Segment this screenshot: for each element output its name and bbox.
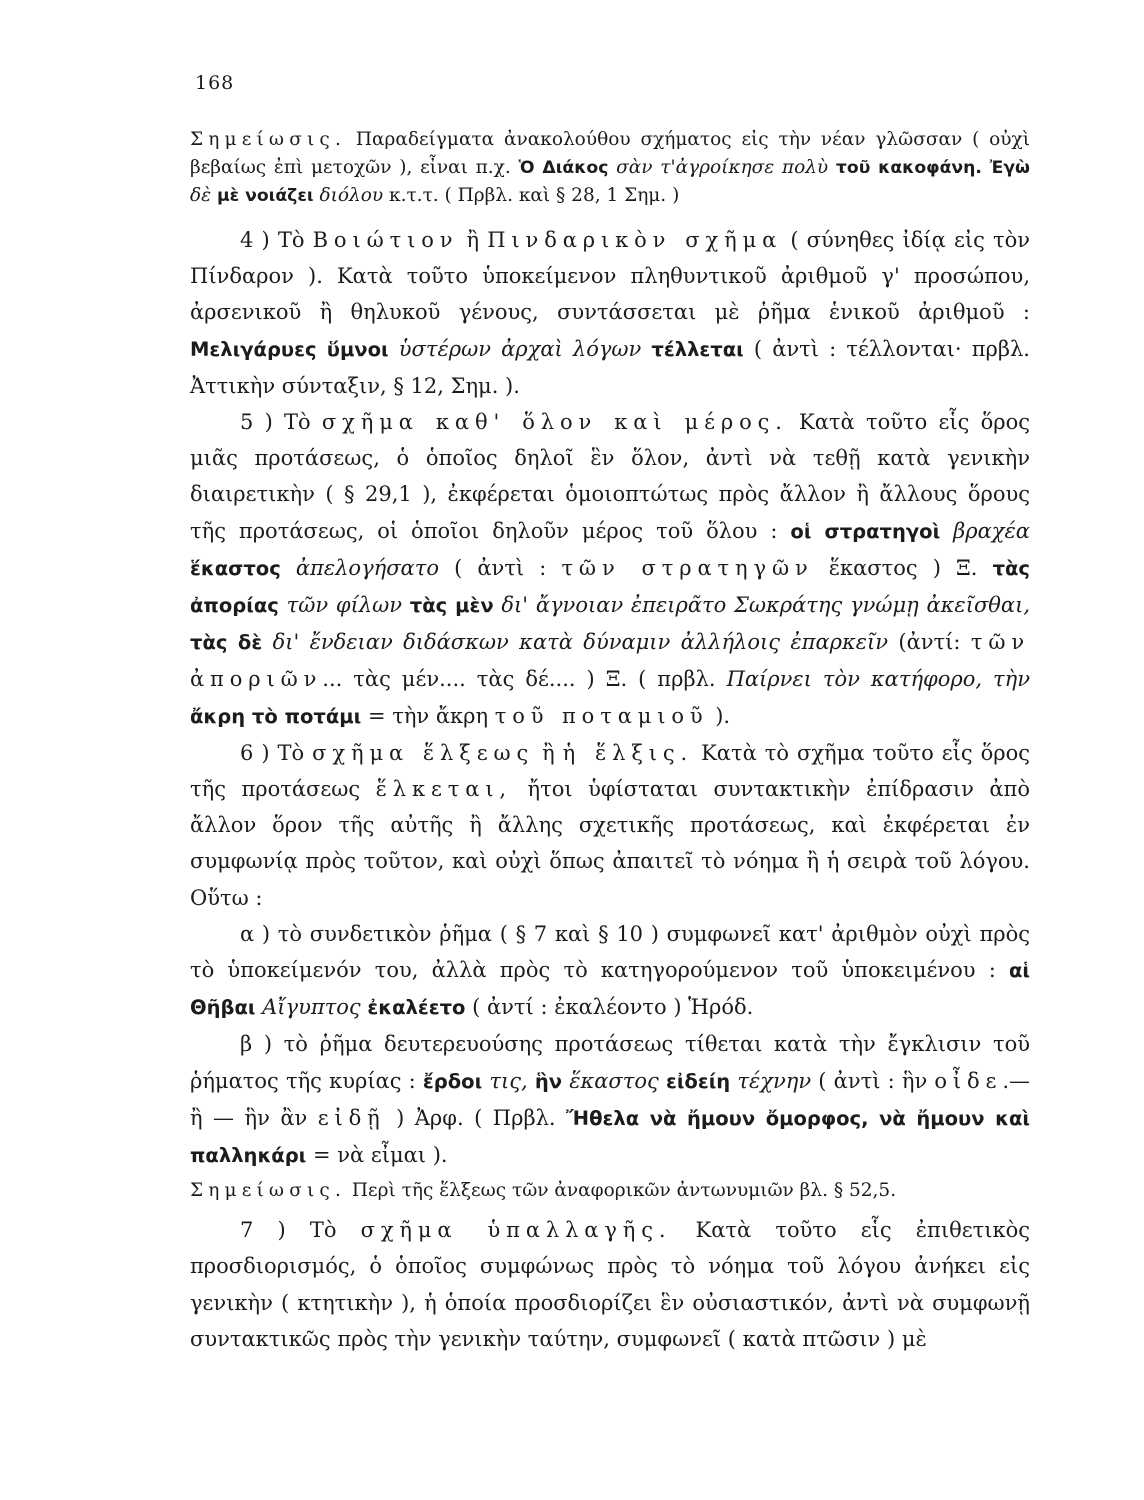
text-run: ἤτοι ὑφίσταται συντακτικὴν ἐπίδρασιν ἀπὸ ἄλλον ὅρον τῆς αὐτῆς ἢ ἄλλης σχετικῆς προτάσεως, καὶ ἐκφέρεται ἐν συμφωνίᾳ πρὸς τοῦτον, καὶ οὐχὶ ὅπως ἀπαιτεῖ τὸ νόημα ἢ ἡ σειρὰ τοῦ λόγου. Οὕτω : (190, 777, 1031, 910)
text-run: Παραδείγματα ἀνακολούθου σχήματος εἰς τὴν νέαν γλῶσσαν ( οὐχὶ βεβαίως ἐπὶ μετοχῶν ), εἶναι π.χ. (190, 129, 1030, 178)
bold-example: ἕκαστος (190, 556, 281, 580)
bold-example: τὰς ἀπορίας (190, 556, 1030, 618)
text-run: α ) τὸ συνδετικὸν ῥῆμα ( § 7 καὶ § 10 ) συμφωνεῖ κατ' ἀριθμὸν οὐχὶ πρὸς τὸ ὑποκείμενόν του, ἀλλὰ πρὸς τὸ κατηγορούμενον τοῦ ὑποκειμένου : (190, 921, 1030, 983)
text-run: ) Ἀρφ. ( Πρβλ. (385, 1105, 567, 1130)
spaced-term: οἶδε (934, 1068, 1003, 1093)
section-number: 6 ) Τὸ (240, 740, 313, 765)
text-run: .— ἢ — ἣν ἂν (190, 1068, 1030, 1130)
note-heading: Σημείωσις. (190, 1180, 347, 1202)
bold-example: τὰς δὲ (190, 631, 263, 655)
italic-example: ἀπελογήσατο (280, 555, 439, 580)
italic-example: ὑστέρων ἀρχαὶ λόγων (388, 336, 652, 361)
text-run: (ἀντί: (888, 630, 971, 655)
paragraph-6b (190, 1026, 1030, 1174)
bold-example: ἣν (534, 1069, 563, 1093)
spaced-term: Βοιώτιον (312, 228, 459, 252)
italic-example: δι' ἔνδειαν διδάσκων κατὰ δύναμιν ἀλλήλοις ἐπαρκεῖν (262, 630, 889, 655)
paragraph-6 (190, 735, 1030, 916)
spaced-term: ἕλκεται, (375, 777, 512, 802)
spaced-term: Πινδαρικὸν σχῆμα (487, 228, 783, 252)
italic-example: ἕκαστος (562, 1068, 666, 1093)
section-number: 7 ) Τὸ (240, 1218, 361, 1243)
text-run: ( ἀντὶ : ἣν (811, 1068, 935, 1093)
italic-example: δὲ (190, 185, 217, 206)
italic-example: σὰν τ'ἀγροίκησε πολὺ (608, 157, 836, 178)
italic-example: διόλου (313, 185, 384, 206)
text-run: = νὰ εἶμαι ). (306, 1143, 448, 1168)
paragraph-4 (190, 222, 1030, 404)
text-run: ἢ (534, 740, 563, 765)
bold-example: ἐκαλέετο (367, 996, 466, 1020)
text-run: ( σύνηθες ἰδίᾳ εἰς τὸν Πίνδαρον ). Κατὰ τοῦτο ὑποκείμενον πληθυντικοῦ ἀριθμοῦ γ' προσώπου, ἀρσενικοῦ ἢ θηλυκοῦ γένους, συντάσσεται μὲ ῥῆμα ἑνικοῦ ἀριθμοῦ : (190, 228, 1031, 325)
spaced-term: σχῆμα ἕλξεως (312, 740, 535, 765)
spaced-term: σχῆμα ὑπαλλαγῆς. (360, 1218, 672, 1243)
section-number: 5 ) Τὸ (240, 410, 322, 435)
italic-example: τῶν φίλων (278, 593, 410, 618)
section-number: 4 ) Τὸ (240, 228, 313, 252)
italic-example: δι' ἄγνοιαν ἐπειρᾶτο Σωκράτης γνώμῃ ἀκεῖσθαι, (493, 593, 1031, 618)
paragraph-7 (190, 1212, 1030, 1357)
text-run: Κατὰ τοῦτο εἷς ἐπιθετικὸς προσδιορισμός, ὁ ὁποῖος συμφώνως πρὸς τὸ νόημα τοῦ λόγου ἀνήκει εἰς γενικὴν ( κτητικὴν ), ἡ ὁποία προσδιορίζει ἓν οὐσιαστικόν, ἀντὶ νὰ συμφωνῇ συντακτικῶς πρὸς τὴν γενικὴν ταύτην, συμφωνεῖ ( κατὰ πτῶσιν ) μὲ (190, 1218, 1030, 1351)
text-run: ). (708, 703, 731, 728)
text-run: κ.τ.τ. ( Πρβλ. καὶ § 28, 1 Σημ. ) (383, 185, 680, 206)
paragraph-5 (190, 404, 1030, 735)
spaced-term: ἡ ἕλξις. (562, 740, 694, 765)
spaced-term: σχῆμα καθ' ὅλον καὶ μέρος. (321, 410, 788, 435)
bold-example: τοῦ κακοφάνη. Ἐγὼ (835, 158, 1030, 178)
bold-example: μὲ νοιάζει (216, 186, 314, 206)
bold-example: αἱ Θῆβαι (190, 959, 1030, 1020)
body-text (190, 126, 1030, 1357)
text-run: ( ἀντί : ἐκαλέοντο ) Ἡρόδ. (465, 995, 754, 1020)
text-run: ἢ (458, 228, 488, 252)
spaced-term: τῶν ἀποριῶν (190, 630, 1031, 692)
text-run: Περὶ τῆς ἕλξεως τῶν ἀναφορικῶν ἀντωνυμιῶν βλ. § 52,5. (346, 1180, 897, 1202)
italic-example: τέχνην (730, 1068, 812, 1093)
note-heading: Σημείωσις. (190, 129, 347, 150)
bold-example: Ἤθελα νὰ ἤμουν ὄμορφος, νὰ ἤμουν καὶ παλληκάρι (190, 1106, 1030, 1168)
text-run: ἕκαστος ) Ξ. (813, 555, 993, 580)
italic-example: Παίρνει τὸν κατήφορο, τὴν (726, 667, 1030, 692)
spaced-term: εἰδῇ (317, 1105, 386, 1130)
bold-example: ἔρδοι (422, 1069, 483, 1093)
bold-example: Ὁ Διάκος (518, 158, 609, 178)
spaced-term: τῶν στρατηγῶν (561, 555, 814, 580)
text-run: = τὴν ἄκρη (361, 703, 495, 728)
bold-example: τέλλεται (651, 337, 744, 361)
text-run: ( ἀντὶ : (438, 555, 562, 580)
bold-example: ἄκρη τὸ ποτάμι (190, 704, 362, 728)
italic-example: τις, (482, 1068, 535, 1093)
text-run: Κατὰ τοῦτο εἷς ὅρος μιᾶς προτάσεως, ὁ ὁποῖος δηλοῖ ἓν ὅλον, ἀντὶ νὰ τεθῇ κατὰ γενικὴν διαιρετικὴν ( § 29,1 ), ἐκφέρεται ὁμοιοπτώτως πρὸς ἄλλον ἢ ἄλλους ὅρους τῆς προτάσεως, οἱ ὁποῖοι δηλοῦν μέρος τοῦ ὅλου : (190, 410, 1030, 543)
note-paragraph-2 (190, 1176, 1030, 1206)
text-run: β ) τὸ ῥῆμα δευτερευούσης προτάσεως τίθεται κατὰ τὴν ἔγκλισιν τοῦ ῥήματος τῆς κυρίας : (190, 1032, 1030, 1093)
paragraph-6a (190, 916, 1030, 1027)
spaced-term: τοῦ ποταμιοῦ (494, 703, 709, 728)
bold-example: τὰς μὲν (409, 594, 494, 618)
bold-example: Μελιγάρυες ὕμνοι (190, 337, 389, 361)
bold-example: οἱ στρατηγοὶ (790, 519, 941, 543)
italic-example: Αἴγυπτος (255, 995, 368, 1020)
bold-example: εἰδείη (665, 1069, 731, 1093)
note-paragraph-1 (190, 126, 1030, 210)
text-run: ( ἀντὶ : τέλλονται· πρβλ. Ἀττικὴν σύνταξιν, § 12, Σημ. ). (190, 336, 1030, 398)
page-number: 168 (195, 72, 235, 94)
italic-example: βραχέα (940, 518, 1030, 543)
text-run: Κατὰ τὸ σχῆμα τοῦτο εἷς ὅρος τῆς προτάσεως (190, 740, 1030, 802)
text-run: ... τὰς μέν.... τὰς δέ.... ) Ξ. ( πρβλ. (322, 667, 727, 692)
